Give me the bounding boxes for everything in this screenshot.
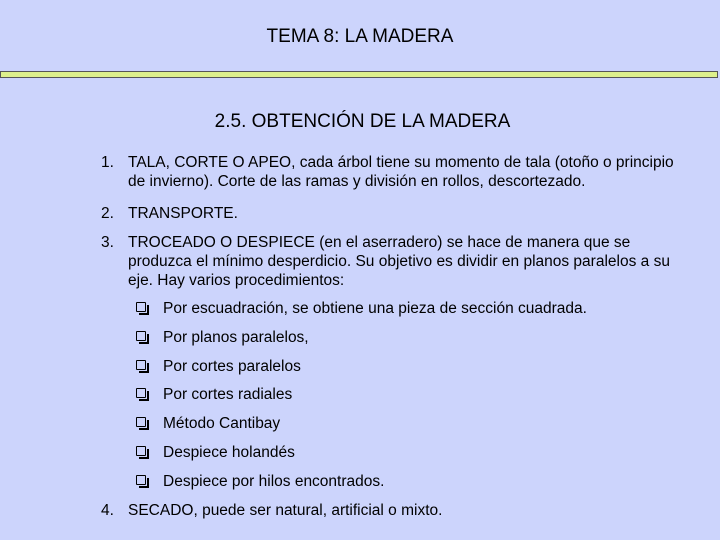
page-header-title: TEMA 8: LA MADERA xyxy=(266,26,454,47)
procedure-text: Por escuadración, se obtiene una pieza de sección cuadrada. xyxy=(163,300,587,317)
checkbox-bullet-icon xyxy=(136,388,146,398)
checkbox-bullet-icon xyxy=(136,302,146,312)
item-text: TRANSPORTE. xyxy=(128,205,238,222)
checkbox-bullet-icon xyxy=(136,446,146,456)
procedure-text: Por cortes radiales xyxy=(163,386,293,403)
procedure-text: Despiece holandés xyxy=(163,444,295,461)
item-text: TROCEADO O DESPIECE (en el aserradero) se hace de manera que se produzca el mínimo desperdicio. Su objetivo es dividir en planos paralelos a su eje. Hay varios procedimientos: xyxy=(128,234,670,289)
procedure-text: Método Cantibay xyxy=(163,415,281,432)
item-number: 2. xyxy=(101,205,114,222)
item-number: 4. xyxy=(101,502,114,519)
procedure-text: Por planos paralelos, xyxy=(163,329,309,346)
divider-bar xyxy=(0,71,718,78)
section-title: 2.5. OBTENCIÓN DE LA MADERA xyxy=(214,111,511,132)
checkbox-bullet-icon xyxy=(136,417,146,427)
item-text: SECADO, puede ser natural, artificial o mixto. xyxy=(128,502,443,519)
procedure-text: Despiece por hilos encontrados. xyxy=(163,473,385,490)
checkbox-bullet-icon xyxy=(136,475,146,485)
item-number: 3. xyxy=(101,234,114,251)
item-number: 1. xyxy=(101,154,114,171)
procedure-text: Por cortes paralelos xyxy=(163,358,301,375)
checkbox-bullet-icon xyxy=(136,331,146,341)
item-text: TALA, CORTE O APEO, cada árbol tiene su momento de tala (otoño o principio de invierno). Corte de las ramas y división en rollos, descortezado. xyxy=(128,154,674,190)
checkbox-bullet-icon xyxy=(136,360,146,370)
